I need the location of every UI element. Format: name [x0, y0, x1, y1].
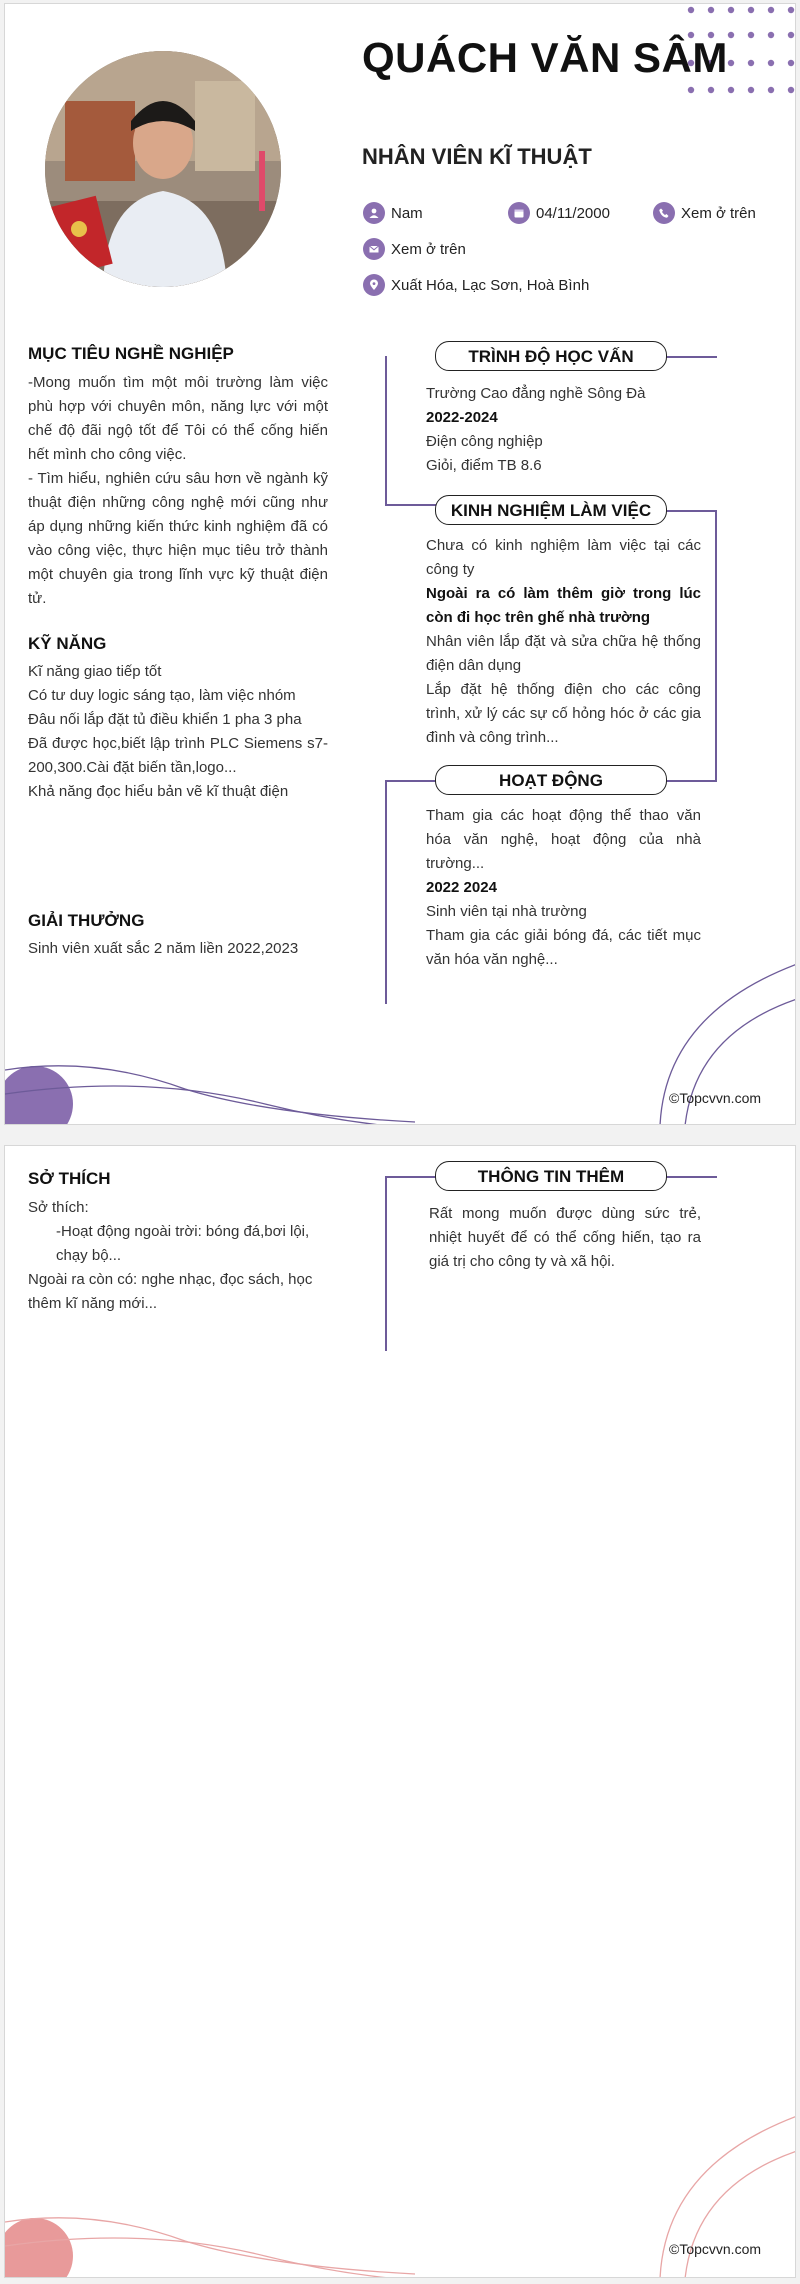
cv-page-2: [4, 1145, 796, 2278]
dob-value: 04/11/2000: [536, 204, 610, 222]
footer-brand: ©Topcvvn.com: [669, 2241, 762, 2257]
education-major: Điện công nghiệp: [426, 433, 543, 450]
candidate-name: QUÁCH VĂN SÂM: [362, 34, 728, 81]
experience-job: Nhân viên lắp đặt và sửa chữa hệ thống điện dân dụng: [426, 633, 701, 674]
education-years-value: 2022-2024: [426, 409, 498, 426]
activity-text: Tham gia các giải bóng đá, các tiết mục văn hóa văn nghệ...: [426, 927, 701, 968]
education-title: TRÌNH ĐỘ HỌC VẤN: [435, 341, 667, 371]
hobbies-label: Sở thích:: [28, 1199, 89, 1216]
job-title: NHÂN VIÊN KĨ THUẬT: [362, 144, 592, 169]
hobbies-title: SỞ THÍCH: [28, 1169, 111, 1188]
activity-role: Sinh viên tại nhà trường: [426, 903, 587, 920]
skill-item: Có tư duy logic sáng tạo, làm việc nhóm: [28, 687, 296, 704]
activities-title: HOẠT ĐỘNG: [435, 765, 667, 795]
skill-item: Đâu nối lắp đặt tủ điều khiển 1 pha 3 pha: [28, 711, 302, 728]
activity-year-value: 2022 2024: [426, 879, 497, 896]
objective-paragraph: - Tìm hiểu, nghiên cứu sâu hơn về ngành kỹ thuật điện những công nghệ mới cũng như áp dụng những kiến thức kinh nghiệm đã có vào công việc, thực hiện mục tiêu trở thành một chuyên gia trong lĩnh vực kỹ thuật điện tử.: [28, 470, 328, 607]
education-school: Trường Cao đẳng nghề Sông Đà: [426, 385, 646, 402]
skill-item: Kĩ năng giao tiếp tốt: [28, 663, 162, 680]
activity-text: Tham gia các hoạt động thể thao văn hóa văn nghệ, hoạt động của nhà trường...: [426, 807, 701, 872]
address-value: Xuất Hóa, Lạc Sơn, Hoà Bình: [391, 276, 590, 294]
page-decoration: [5, 1146, 796, 2278]
education-grade: Giỏi, điểm TB 8.6: [426, 457, 542, 474]
experience-job: Lắp đặt hệ thống điện cho các công trình, xử lý các sự cố hỏng hóc ở các gia đình và công trình...: [426, 681, 701, 746]
more-info-title: THÔNG TIN THÊM: [435, 1161, 667, 1191]
hobby-item: Ngoài ra còn có: nghe nhạc, đọc sách, học thêm kĩ năng mới...: [28, 1271, 313, 1312]
hobby-item: -Hoạt động ngoài trời: bóng đá,bơi lội, chạy bộ...: [56, 1223, 310, 1264]
skill-item: Đã được học,biết lập trình PLC Siemens s7-200,300.Cài đặt biến tần,logo...: [28, 735, 328, 776]
cv-page-1: [4, 3, 796, 1125]
footer-brand: ©Topcvvn.com: [669, 1090, 762, 1106]
experience-extra-value: Ngoài ra có làm thêm giờ trong lúc còn đi học trên ghế nhà trường: [426, 585, 701, 626]
gender-value: Nam: [391, 204, 423, 222]
page-decoration: [5, 4, 796, 1125]
skills-title: KỸ NĂNG: [28, 634, 107, 653]
objective-title: MỤC TIÊU NGHỀ NGHIỆP: [28, 344, 234, 363]
experience-title: KINH NGHIỆM LÀM VIỆC: [435, 495, 667, 525]
phone-value: Xem ở trên: [681, 204, 756, 222]
skill-item: Khả năng đọc hiểu bản vẽ kĩ thuật điện: [28, 783, 289, 800]
award-item: Sinh viên xuất sắc 2 năm liền 2022,2023: [28, 940, 299, 957]
experience-intro: Chưa có kinh nghiệm làm việc tại các công ty: [426, 537, 701, 578]
awards-title: GIẢI THƯỞNG: [28, 911, 145, 930]
objective-paragraph: -Mong muốn tìm một môi trường làm việc phù hợp với chuyên môn, năng lực với một chế độ đãi ngộ tốt để Tôi có thể cống hiến hết mình cho công việc.: [28, 374, 328, 463]
more-info-text: Rất mong muốn được dùng sức trẻ, nhiệt huyết để có thể cống hiến, tạo ra giá trị cho công ty và xã hội.: [429, 1205, 701, 1270]
email-value: Xem ở trên: [391, 240, 466, 258]
